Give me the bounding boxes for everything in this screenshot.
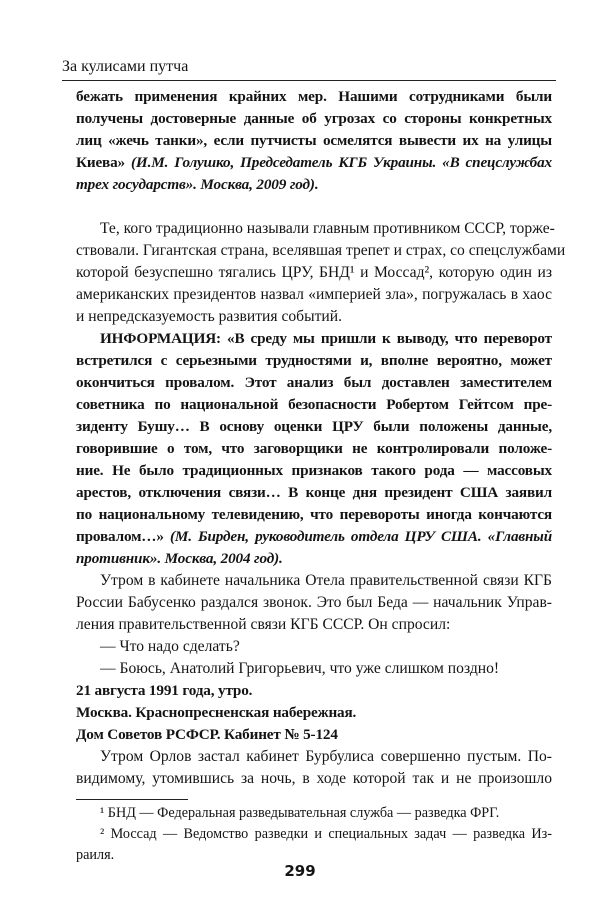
text-line xyxy=(76,504,552,526)
citation-text: противник». Москва, 2004 год). xyxy=(76,550,283,567)
text-line xyxy=(76,108,552,130)
text-line xyxy=(76,438,552,460)
citation-text: (М. Бирден, руководитель отдела ЦРУ США. «Главный xyxy=(169,528,552,545)
line-text: видимому, утомившись за ночь, в ходе которой так и не произошло xyxy=(76,770,552,787)
line-text: американских президентов назвал «империей зла», погружалась в хаос xyxy=(76,286,552,303)
line-text: — Боюсь, Анатолий Григорьевич, что уже слишком поздно! xyxy=(100,660,500,677)
text-line xyxy=(76,658,552,680)
paragraph-orlov xyxy=(76,746,552,790)
line-text: бежать применения крайних мер. Нашими сотрудниками были xyxy=(76,88,552,105)
text-line xyxy=(76,803,552,824)
text-line xyxy=(76,350,552,372)
line-text: Утром Орлов застал кабинет Бурбулиса совершенно пустым. По- xyxy=(100,748,552,765)
line-text: Те, кого традиционно называли главным противником СССР, торже- xyxy=(100,220,555,237)
line-text: советника по национальной безопасности Робертом Гейтсом пре- xyxy=(76,396,552,413)
citation-text: (И.М. Голушко, Председатель КГБ Украины. «В спецслужбах xyxy=(131,154,553,171)
line-text: ² Моссад — Ведомство разведки и специальных задач — разведка Из- xyxy=(100,826,552,842)
text-line xyxy=(76,284,552,306)
section-heading xyxy=(76,680,552,746)
line-text: Утром в кабинете начальника Отела правительственной связи КГБ xyxy=(100,572,552,589)
text-line xyxy=(76,592,552,614)
line-text: арестов, отключения связи… В конце дня президент США заявил xyxy=(76,484,552,501)
line-text: провалом…» xyxy=(76,528,170,545)
line-text: по национальному телевидению, что перевороты иногда кончаются xyxy=(76,506,552,523)
line-text: раиля. xyxy=(76,847,115,863)
text-line xyxy=(76,614,552,636)
text-line xyxy=(76,460,552,482)
text-line xyxy=(76,372,552,394)
text-line xyxy=(76,416,552,438)
information-block xyxy=(76,328,552,570)
text-line xyxy=(76,570,552,592)
text-line xyxy=(76,724,552,746)
text-line xyxy=(76,86,552,108)
line-text: лиц «жечь танки», если путчисты осмелятся вывести их на улицы xyxy=(76,132,552,149)
text-line xyxy=(76,746,552,768)
footnotes xyxy=(76,803,552,866)
text-line xyxy=(76,548,552,570)
paragraph-main-enemy xyxy=(76,218,566,328)
line-text: ствовали. Гигантская страна, вселявшая трепет и страх, со спецслужбами xyxy=(76,242,566,259)
text-line xyxy=(76,680,552,702)
text-line xyxy=(76,526,552,548)
line-text: России Бабусенко раздался звонок. Это был Беда — начальник Управ- xyxy=(76,594,552,611)
citation-text: трех государств». Москва, 2009 год). xyxy=(76,176,319,193)
text-line xyxy=(76,702,552,724)
text-line xyxy=(76,482,552,504)
line-text: получены достоверные данные об угрозах со стороны конкретных xyxy=(76,110,552,127)
line-text: ИНФОРМАЦИЯ: «В среду мы пришли к выводу, что переворот xyxy=(100,330,552,347)
text-line xyxy=(76,240,566,262)
line-text: ние. Не было традиционных признаков такого рода — массовых xyxy=(76,462,552,479)
text-line xyxy=(76,262,552,284)
line-text: зиденту Бушу… В основу оценки ЦРУ были положены данные, xyxy=(76,418,552,435)
line-text: окончиться провалом. Этот анализ был доставлен заместителем xyxy=(76,374,552,391)
text-line xyxy=(76,152,552,174)
line-text: которой безуспешно тягались ЦРУ, БНД¹ и Моссад², которую один из xyxy=(76,264,552,281)
line-text: ления правительственной связи КГБ СССР. Он спросил: xyxy=(76,616,451,633)
text-line xyxy=(76,768,552,790)
quote-golushko xyxy=(76,86,552,196)
line-text: ¹ БНД — Федеральная разведывательная служба — разведка ФРГ. xyxy=(100,805,500,821)
line-text: Москва. Краснопресненская набережная. xyxy=(76,704,357,721)
line-text: Киева» xyxy=(76,154,131,171)
text-line xyxy=(76,306,552,328)
text-line xyxy=(76,130,552,152)
line-text: и непредсказуемость развития событий. xyxy=(76,308,342,325)
line-text: говорившие о том, что заговорщики не контролировали положе- xyxy=(76,440,552,457)
line-text: встретился с серьезными трудностями и, вполне вероятно, может xyxy=(76,352,552,369)
paragraph-phone-call xyxy=(76,570,552,680)
text-line xyxy=(76,174,552,196)
header-rule xyxy=(62,80,556,81)
line-text: — Что надо сделать? xyxy=(100,638,240,655)
running-header: За кулисами путча xyxy=(62,58,189,75)
footnote-rule xyxy=(76,799,188,800)
text-line xyxy=(76,824,552,845)
text-line xyxy=(76,328,552,350)
text-line xyxy=(76,394,552,416)
line-text: 21 августа 1991 года, утро. xyxy=(76,682,253,699)
page-number: 299 xyxy=(284,862,316,880)
text-line xyxy=(76,218,555,240)
text-line xyxy=(76,636,552,658)
line-text: Дом Советов РСФСР. Кабинет № 5-124 xyxy=(76,726,338,743)
